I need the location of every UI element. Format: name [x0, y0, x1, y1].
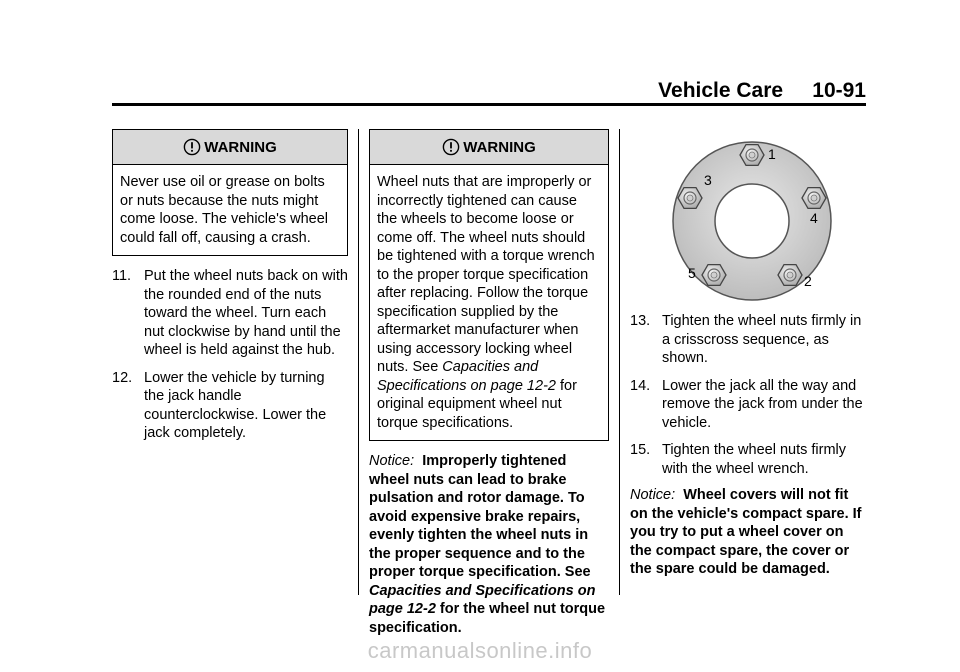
column-3 — [630, 129, 868, 579]
list-item — [630, 441, 868, 478]
steps-list — [630, 312, 868, 478]
list-item — [630, 312, 868, 368]
notice-paragraph — [369, 452, 609, 637]
warning-text-part: for original equipment wheel nut torque specifications. — [377, 377, 577, 431]
list-item — [112, 369, 348, 443]
steps-list — [112, 267, 348, 443]
sequence-label: 5 — [688, 265, 696, 281]
watermark: carmanualsonline.info — [367, 638, 593, 663]
list-item — [630, 377, 868, 433]
step-number: 12. — [112, 369, 133, 386]
warning-text — [370, 165, 608, 440]
step-number: 15. — [630, 442, 651, 458]
step-text: Tighten the wheel nuts firmly with the wheel wrench. — [662, 442, 847, 477]
step-number: 11. — [112, 268, 132, 284]
column-divider — [619, 129, 620, 595]
warning-box — [369, 129, 609, 441]
warning-header — [113, 130, 347, 165]
warning-text-part: Wheel nuts that are improperly or incorrectly tightened can cause the wheels to become loose or come off. The wheel nuts should be tightened with a torque wrench to the proper torque specification after replacing. Follow the torque specification supplied by the aftermarket manufacturer when using accessory locking wheel nuts. See — [377, 174, 595, 375]
warning-icon — [442, 138, 460, 156]
lug-nut-5 — [702, 265, 726, 286]
step-number: 14. — [630, 377, 651, 394]
sequence-label: 2 — [804, 273, 812, 289]
column-divider — [358, 129, 359, 595]
warning-title: WARNING — [204, 138, 277, 156]
warning-icon — [183, 138, 201, 156]
section-title: Vehicle Care — [658, 79, 784, 102]
list-item — [112, 267, 348, 360]
step-number: 13. — [630, 313, 651, 329]
header-rule — [112, 103, 866, 106]
hub-center-hole — [715, 184, 789, 258]
step-text: Put the wheel nuts back on with the rounded end of the nuts toward the wheel. Turn each nut clockwise by hand until the wheel is held against the hub. — [144, 268, 348, 358]
warning-box — [112, 129, 348, 256]
page-header — [658, 79, 866, 103]
lug-nut-sequence-diagram — [670, 139, 834, 303]
column-2 — [369, 129, 609, 637]
notice-label: Notice: — [630, 487, 676, 503]
notice-text: Improperly tightened wheel nuts can lead to brake pulsation and rotor damage. To avoid expensive brake repairs, evenly tighten the wheel nuts in the proper sequence and to the proper torque specification. See — [369, 453, 591, 580]
warning-title: WARNING — [463, 138, 536, 156]
lug-nut-1 — [740, 145, 764, 166]
cross-reference: Capacities and Specifications on page 12-2 — [369, 582, 596, 617]
notice-label: Notice: — [369, 453, 415, 469]
lug-nut-4 — [802, 188, 826, 209]
lug-nut-2 — [778, 265, 802, 286]
column-1 — [112, 129, 348, 443]
step-text: Tighten the wheel nuts firmly in a crisscross sequence, as shown. — [662, 313, 862, 366]
warning-header — [370, 130, 608, 165]
step-text: Lower the jack all the way and remove the jack from under the vehicle. — [662, 377, 863, 431]
step-text: Lower the vehicle by turning the jack handle counterclockwise. Lower the jack completely. — [144, 369, 327, 441]
page-number: 10-91 — [812, 79, 866, 102]
sequence-label: 3 — [704, 172, 712, 188]
sequence-label: 4 — [810, 210, 818, 226]
notice-text: for the wheel nut torque specification. — [369, 601, 606, 636]
sequence-label: 1 — [768, 146, 776, 162]
notice-text: Wheel covers will not fit on the vehicle's compact spare. If you try to put a wheel cover on the compact spare, the cover or the spare could be damaged. — [630, 487, 862, 577]
lug-nut-3 — [678, 188, 702, 209]
notice-paragraph — [630, 486, 868, 579]
cross-reference: Capacities and Specifications on page 12-2 — [377, 359, 556, 394]
warning-text: Never use oil or grease on bolts or nuts because the nuts might come loose. The vehicle's wheel could fall off, causing a crash. — [120, 174, 329, 246]
